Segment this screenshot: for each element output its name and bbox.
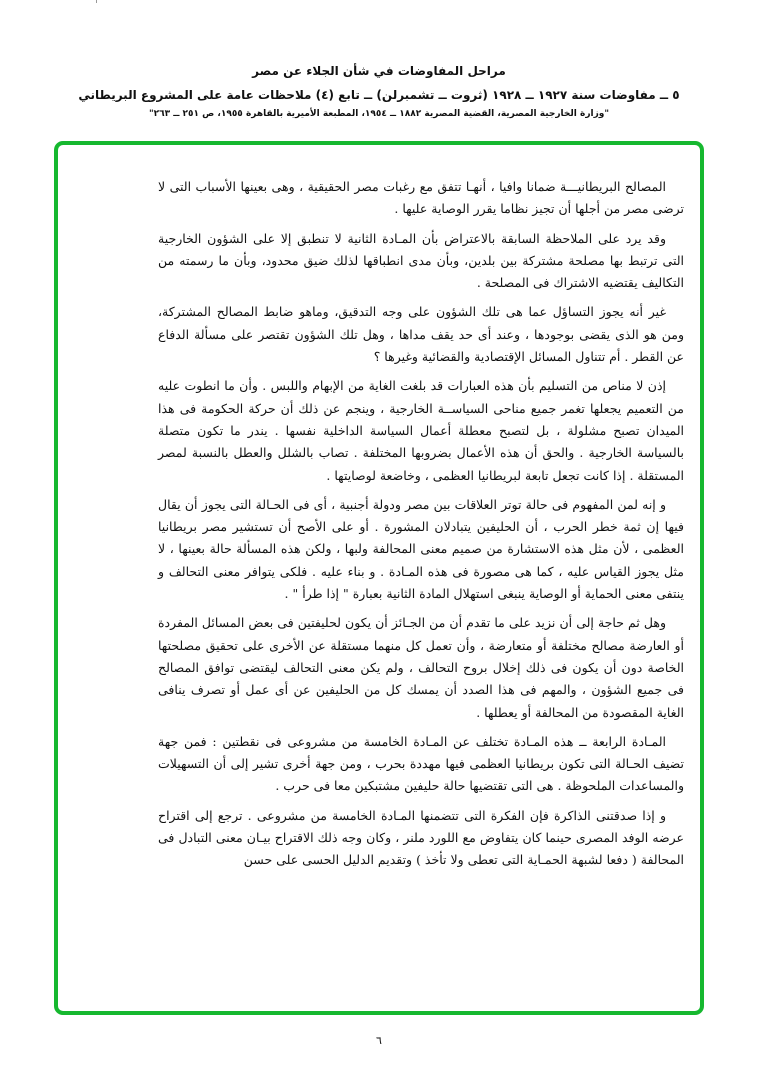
paragraph: و إذا صدقتنى الذاكرة فإن الفكرة التى تتضمنها المـادة الخامسة من مشروعى . ترجع إلى اقتراح عرضه الوفد المصرى حينما كان يتفاوض مع اللورد ملنر ، وكان وجه ذلك الاقتراح بيـان معنى التبادل فى المحالفة ( دفعا لشبهة الحمـاية التى تعطى ولا تأخذ ) وتقديم الدليل الحسى على حسن: [158, 807, 684, 868]
paragraph: المصالح البريطانيـــة ضمانا وافيا ، أنهـا تتفق مع رغبات مصر الحقيقية ، وهى بعينها الأسباب التى لا ترضى مصر من أجلها أن تجيز نظاما يقرر الوصاية عليها .: [158, 179, 684, 217]
page-subtitle: ٥ ــ مفاوضات سنة ١٩٢٧ ــ ١٩٢٨ (ثروت ــ تشمبرلن) ــ تابع (٤) ملاحظات عامة على المشروع البريطاني: [78, 88, 680, 102]
paragraph: المـادة الرابعة ــ هذه المـادة تختلف عن المـادة الخامسة من مشروعى فى نقطتين : فمن جهة تضيف الحـالة التى تكون بريطانيا العظمى فيها مهددة بحرب ، ومن جهة أخرى تشير إلى أن التسهيلات والمساعدات الملحوظة . هى التى تقتضيها حالة حليفين مشتبكين معا فى حرب .: [158, 733, 684, 794]
document-body: [158, 176, 684, 879]
paragraph: غير أنه يجوز التساؤل عما هى تلك الشؤون على وجه التدقيق، وماهو ضابط المصالح المشتركة، ومن هو الذى يقضى بوجودها ، وعند أى حد يقف مداها ، وهل تلك الشؤون تقتصر على مسألة الدفاع عن القطر . أم تتناول المسائل الإقتصادية والقضائية وغيرها ؟: [158, 304, 684, 365]
paragraph: إذن لا مناص من التسليم بأن هذه العبارات قد بلغت الغاية من الإبهام واللبس . وأن ما انطوت عليه من التعميم يجعلها تغمر جميع مناحى السياســة الخارجية ، وينجم عن ذلك أن حركة الحكومة فى هذا الميدان تصبح مشلولة ، بل لتصبح معطلة أعمال السياسة الداخلية نفسها . يندر ما تكون متصلة بالسياسة الخارجية . والحق أن هذه الأعمال بضروبها المختلفة . تصاب بالشلل والعطل بالنسبة لمصر المستقلة . إذا كانت تجعل تابعة لبريطانيا العظمى ، وخاضعة لوصايتها .: [158, 378, 684, 483]
paragraph: و إنه لمن المفهوم فى حالة توتر العلاقات بين مصر ودولة أجنبية ، أى فى الحـالة التى يجوز أن يقال فيها إن ثمة خطر الحرب ، أن الحليفين يتبادلان المشورة . أو على الأصح أن تستشير مصر بريطانيا العظمى ، لأن مثل هذه الاستشارة من صميم معنى المحالفة ولبها ، ولكن هذه المسألة حالة بعينها ، لا مثل يجوز القياس عليه ، كما هى مصورة فى هذه المـادة . و بناء عليه . فلكى يتوافر معنى التحالف و ينتفى معنى الحماية أو الوصاية ينبغى استهلال المادة الثانية بعبارة " إذا طرأ " .: [158, 496, 684, 602]
scan-mark: [96, 0, 97, 3]
paragraph: وقد يرد على الملاحظة السابقة بالاعتراض بأن المـادة الثانية لا تنطبق إلا على الشؤون الخارجية التى ترتبط بها مصلحة مشتركة بين بلدين، وبأن مدى انطباقها لذلك ضيق محدود، وبأن ما رسمته من التكاليف يقتضيه الاشتراك فى المصلحة .: [158, 230, 684, 291]
page-number: ٦: [376, 1034, 382, 1047]
page-title: مراحل المفاوضات في شأن الجلاء عن مصر: [252, 64, 506, 78]
paragraph: وهل ثم حاجة إلى أن نزيد على ما تقدم أن من الجـائز أن يكون لحليفتين فى بعض المسائل المفردة أو العارضة مصالح مختلفة أو متعارضة ، وأن تعمل كل منهما مستقلة عن الأخرى على تحقيق مصلحتها الخاصة دون أن يكون فى ذلك إخلال بروح التحالف ، ولم يكن معنى التحالف ليقتضى توافق المصالح فى جميع الشؤون ، والمهم فى هذا الصدد أن يمسك كل من الحليفين عن أى عمل أو تصرف ينافى الغاية المقصودة من المحالفة أو يعطلها .: [158, 615, 684, 720]
source-citation: "وزارة الخارجية المصرية، القضية المصرية ١٨٨٢ ــ ١٩٥٤، المطبعة الأميرية بالقاهرة ١٩٥٥، ص ٢٥١ ــ ٢٦٣": [148, 109, 610, 119]
